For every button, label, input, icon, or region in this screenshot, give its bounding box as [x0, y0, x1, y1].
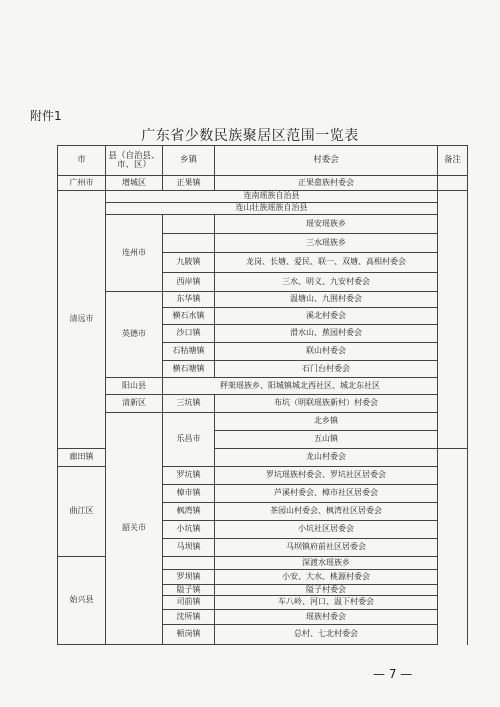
- town-cell: 罗坑镇: [163, 467, 215, 485]
- ethnic-area-table: [57, 145, 468, 645]
- city-cell: 清远市: [58, 191, 106, 449]
- town-cell: [163, 557, 215, 570]
- county-full-cell: 连山壮族瑶族自治县: [106, 203, 438, 215]
- town-cell: 西岸镇: [163, 273, 215, 292]
- table-row: [58, 176, 468, 191]
- table-row: [58, 203, 468, 215]
- table-row: [58, 292, 468, 308]
- table-header-row: [58, 146, 468, 176]
- city-cell: 韶关市: [106, 413, 163, 645]
- town-cell: 五山镇: [215, 431, 438, 449]
- county-cell: 增城区: [106, 176, 163, 191]
- town-cell: 横石水镇: [163, 308, 215, 325]
- county-cell: 连州市: [106, 215, 163, 292]
- note-cell: [438, 176, 468, 191]
- village-cell: 罗坑瑶族村委会、罗坑社区居委会: [215, 467, 438, 485]
- header-city: 市: [58, 146, 106, 176]
- county-cell: 乐昌市: [163, 413, 215, 467]
- village-cell: 小安、大水、桃源村委会: [215, 570, 438, 585]
- village-cell: 龙岗、长塘、爱民、联一、双塘、高相村委会: [215, 253, 438, 273]
- town-cell: 三坑镇: [163, 395, 215, 413]
- table-row: [58, 191, 468, 203]
- village-cell: 秤架瑶族乡、阳城镇城北西社区、城北东社区: [163, 378, 438, 395]
- village-cell: 马坝镇府前社区居委会: [215, 539, 438, 557]
- header-note: 备注: [438, 146, 468, 176]
- village-cell: 瑶安瑶族乡: [215, 215, 438, 234]
- village-cell: 溪北村委会: [215, 308, 438, 325]
- town-cell: 北乡镇: [215, 413, 438, 431]
- city-cell: 广州市: [58, 176, 106, 191]
- village-cell: 龙山村委会: [215, 449, 438, 467]
- village-cell: 三水瑶族乡: [215, 234, 438, 253]
- table-row: [58, 395, 468, 413]
- village-cell: 滑水山、蕉园村委会: [215, 325, 438, 343]
- town-cell: 罗坝镇: [163, 570, 215, 585]
- county-cell: 曲江区: [58, 467, 106, 557]
- village-cell: 芦溪村委会、樟市社区居委会: [215, 485, 438, 503]
- town-cell: 枫湾镇: [163, 503, 215, 521]
- village-cell: 小坑社区居委会: [215, 521, 438, 539]
- village-cell: 石门台村委会: [215, 361, 438, 378]
- town-cell: 顿岗镇: [163, 625, 215, 645]
- county-full-cell: 连南瑶族自治县: [106, 191, 438, 203]
- town-cell: 石牯塘镇: [163, 343, 215, 361]
- town-cell: [163, 234, 215, 253]
- town-cell: [163, 215, 215, 234]
- village-cell: 隘子村委会: [215, 585, 438, 596]
- attachment-label: 附件1: [30, 109, 62, 123]
- table-row: [58, 413, 468, 431]
- page-number: — 7 —: [373, 667, 413, 681]
- village-cell: 布坑（明联瑶族新村）村委会: [215, 395, 438, 413]
- town-cell: 正果镇: [163, 176, 215, 191]
- village-cell: 茶园山村委会、枫湾社区居委会: [215, 503, 438, 521]
- village-cell: 瑶族村委会: [215, 610, 438, 625]
- village-cell: 三水、明义、九安村委会: [215, 273, 438, 292]
- header-county: 县（自治县、市、区）: [106, 146, 163, 176]
- town-cell: 司前镇: [163, 596, 215, 610]
- header-village: 村委会: [215, 146, 438, 176]
- village-cell: 总村、七北村委会: [215, 625, 438, 645]
- village-cell: 联山村委会: [215, 343, 438, 361]
- town-cell: 马坝镇: [163, 539, 215, 557]
- table-row: [58, 215, 468, 234]
- village-cell: 深渡水瑶族乡: [215, 557, 438, 570]
- town-cell: 隘子镇: [163, 585, 215, 596]
- town-cell: 横石塘镇: [163, 361, 215, 378]
- page-title: 广东省少数民族聚居区范围一览表: [141, 128, 359, 144]
- village-cell: 正果畲族村委会: [215, 176, 438, 191]
- town-cell: 沈所镇: [163, 610, 215, 625]
- county-cell: 清新区: [106, 395, 163, 413]
- note-cell: [438, 191, 468, 449]
- county-cell: 阳山县: [106, 378, 163, 395]
- header-town: 乡镇: [163, 146, 215, 176]
- town-cell: 樟市镇: [163, 485, 215, 503]
- town-cell: 沙口镇: [163, 325, 215, 343]
- county-cell: 英德市: [106, 292, 163, 378]
- town-cell: 九陂镇: [163, 253, 215, 273]
- town-cell: 小坑镇: [163, 521, 215, 539]
- village-cell: 温塘山、九围村委会: [215, 292, 438, 308]
- table-row: [58, 378, 468, 395]
- town-cell: 东华镇: [163, 292, 215, 308]
- village-cell: 车八岭、河口、温下村委会: [215, 596, 438, 610]
- county-cell: 始兴县: [58, 557, 106, 645]
- town-cell: 廊田镇: [58, 449, 106, 467]
